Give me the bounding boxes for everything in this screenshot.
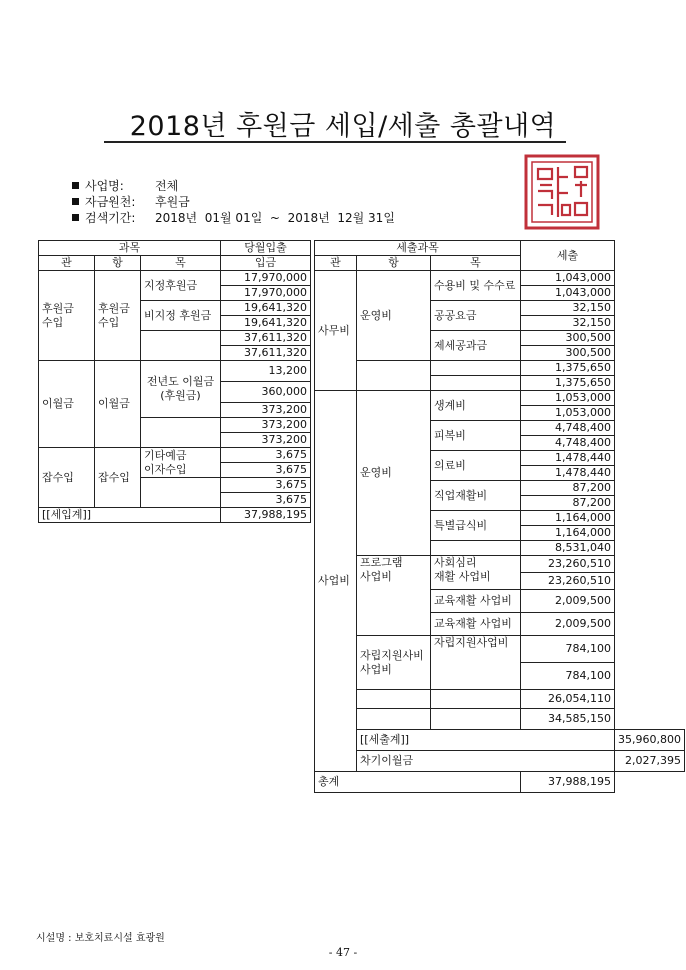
expense-value: 23,260,510 bbox=[521, 573, 615, 590]
expense-mok: 직업재활비 bbox=[431, 481, 521, 511]
expense-header-gwan: 관 bbox=[315, 256, 357, 271]
expense-mok: 특별급식비 bbox=[431, 511, 521, 541]
expense-value: 1,043,000 bbox=[521, 271, 615, 286]
income-hang: 잡수입 bbox=[95, 448, 141, 508]
income-value: 13,200 bbox=[221, 361, 311, 382]
expense-value: 1,478,440 bbox=[521, 466, 615, 481]
expense-value: 1,053,000 bbox=[521, 406, 615, 421]
expense-value: 300,500 bbox=[521, 346, 615, 361]
expense-total-value: 35,960,800 bbox=[615, 730, 685, 751]
page-number: - 47 - bbox=[328, 946, 358, 959]
expense-hang-ops: 운영비 bbox=[357, 391, 431, 556]
meta-period-label: 검색기간: bbox=[85, 211, 136, 225]
meta-source bbox=[72, 194, 395, 210]
expense-mok: 수용비 및 수수료 bbox=[431, 271, 521, 301]
expense-gwan-business: 사업비 bbox=[315, 391, 357, 772]
expense-mok: 교육재활 사업비 bbox=[431, 590, 521, 613]
income-mok: 전년도 이월금 (후원금) bbox=[141, 361, 221, 418]
income-value: 3,675 bbox=[221, 463, 311, 478]
square-bullet-icon bbox=[72, 182, 79, 189]
expense-mok-empty bbox=[431, 376, 521, 391]
income-value: 3,675 bbox=[221, 478, 311, 493]
expense-mok: 자립지원사업비 bbox=[431, 636, 521, 690]
expense-gwan-office: 사무비 bbox=[315, 271, 357, 391]
expense-value: 784,100 bbox=[521, 663, 615, 690]
income-mok-empty bbox=[141, 418, 221, 448]
income-mok-empty bbox=[141, 478, 221, 508]
page-title: 2018년 후원금 세입/세출 총괄내역 bbox=[129, 111, 557, 142]
income-value: 37,611,320 bbox=[221, 346, 311, 361]
expense-value: 1,053,000 bbox=[521, 391, 615, 406]
income-header-gwan: 관 bbox=[39, 256, 95, 271]
expense-value: 2,009,500 bbox=[521, 590, 615, 613]
meta-period-value: 2018년 01월 01일 ~ 2018년 12월 31일 bbox=[155, 211, 395, 225]
title-underline bbox=[104, 141, 566, 143]
expense-value: 32,150 bbox=[521, 316, 615, 331]
income-mok: 지정후원금 bbox=[141, 271, 221, 301]
expense-mok: 교육재활 사업비 bbox=[431, 613, 521, 636]
expense-value: 784,100 bbox=[521, 636, 615, 663]
expense-mok-empty bbox=[431, 541, 521, 556]
expense-header-hang: 항 bbox=[357, 256, 431, 271]
expense-header-mok: 목 bbox=[431, 256, 521, 271]
expense-value: 87,200 bbox=[521, 496, 615, 511]
income-value: 360,000 bbox=[221, 382, 311, 403]
expense-carry-label: 차기이월금 bbox=[357, 751, 615, 772]
expense-value: 1,164,000 bbox=[521, 526, 615, 541]
expense-value: 32,150 bbox=[521, 301, 615, 316]
meta-period bbox=[72, 210, 395, 226]
income-value: 37,611,320 bbox=[221, 331, 311, 346]
expense-hang-office: 운영비 bbox=[357, 271, 431, 361]
expense-mok: 사회심리 재활 사업비 bbox=[431, 556, 521, 590]
income-mok: 비지정 후원금 bbox=[141, 301, 221, 331]
income-value: 3,675 bbox=[221, 448, 311, 463]
expense-value: 1,478,440 bbox=[521, 451, 615, 466]
expense-carry-value: 2,027,395 bbox=[615, 751, 685, 772]
income-total-label: [[세입계]] bbox=[39, 508, 221, 523]
expense-grand-label: 총계 bbox=[315, 772, 521, 793]
income-mok: 기타예금 이자수입 bbox=[141, 448, 221, 478]
expense-hang-empty bbox=[357, 709, 431, 730]
meta-business bbox=[72, 178, 395, 194]
income-mok-empty bbox=[141, 331, 221, 361]
income-table bbox=[38, 240, 311, 523]
expense-value: 1,375,650 bbox=[521, 361, 615, 376]
expense-value: 1,043,000 bbox=[521, 286, 615, 301]
expense-mok: 제세공과금 bbox=[431, 331, 521, 361]
expense-value: 23,260,510 bbox=[521, 556, 615, 573]
expense-value: 34,585,150 bbox=[521, 709, 615, 730]
expense-hang-empty bbox=[357, 361, 431, 391]
expense-value: 4,748,400 bbox=[521, 436, 615, 451]
income-header-in: 입금 bbox=[221, 256, 311, 271]
income-header-mok: 목 bbox=[141, 256, 221, 271]
income-value: 19,641,320 bbox=[221, 316, 311, 331]
expense-hang-empty bbox=[357, 690, 431, 709]
expense-grand-value: 37,988,195 bbox=[521, 772, 615, 793]
footer-facility: 시설명 : 보호치료시설 효광원 bbox=[36, 933, 165, 944]
meta-source-value: 후원금 bbox=[155, 195, 190, 209]
meta-business-label: 사업명: bbox=[85, 179, 124, 193]
expense-value: 2,009,500 bbox=[521, 613, 615, 636]
meta-business-value: 전체 bbox=[155, 179, 179, 193]
income-value: 19,641,320 bbox=[221, 301, 311, 316]
expense-value: 1,164,000 bbox=[521, 511, 615, 526]
income-hang: 이월금 bbox=[95, 361, 141, 448]
official-seal-icon bbox=[523, 153, 601, 231]
meta-source-label: 자금원천: bbox=[85, 195, 136, 209]
income-value: 373,200 bbox=[221, 403, 311, 418]
expense-mok: 피복비 bbox=[431, 421, 521, 451]
expense-mok-empty bbox=[431, 361, 521, 376]
expense-value: 300,500 bbox=[521, 331, 615, 346]
income-value: 17,970,000 bbox=[221, 286, 311, 301]
income-header-hang: 항 bbox=[95, 256, 141, 271]
income-value: 17,970,000 bbox=[221, 271, 311, 286]
expense-value: 87,200 bbox=[521, 481, 615, 496]
expense-mok: 공공요금 bbox=[431, 301, 521, 331]
income-gwan: 후원금 수입 bbox=[39, 271, 95, 361]
income-value: 373,200 bbox=[221, 418, 311, 433]
income-gwan: 이월금 bbox=[39, 361, 95, 448]
income-gwan: 잡수입 bbox=[39, 448, 95, 508]
expense-value: 1,375,650 bbox=[521, 376, 615, 391]
expense-mok-empty bbox=[431, 709, 521, 730]
income-header-category: 과목 bbox=[39, 241, 221, 256]
square-bullet-icon bbox=[72, 198, 79, 205]
expense-table bbox=[314, 240, 685, 793]
income-value: 373,200 bbox=[221, 433, 311, 448]
expense-hang-self: 자립지원사비 사업비 bbox=[357, 636, 431, 690]
expense-header-category: 세출과목 bbox=[315, 241, 521, 256]
income-total-value: 37,988,195 bbox=[221, 508, 311, 523]
expense-value: 26,054,110 bbox=[521, 690, 615, 709]
expense-mok-empty bbox=[431, 690, 521, 709]
expense-value: 8,531,040 bbox=[521, 541, 615, 556]
expense-hang-program: 프로그램 사업비 bbox=[357, 556, 431, 636]
income-value: 3,675 bbox=[221, 493, 311, 508]
square-bullet-icon bbox=[72, 214, 79, 221]
expense-mok: 의료비 bbox=[431, 451, 521, 481]
income-hang: 후원금 수입 bbox=[95, 271, 141, 361]
search-meta bbox=[72, 178, 395, 226]
income-header-month: 당월입출 bbox=[221, 241, 311, 256]
expense-value: 4,748,400 bbox=[521, 421, 615, 436]
expense-mok: 생계비 bbox=[431, 391, 521, 421]
expense-header-amount: 세출 bbox=[521, 241, 615, 271]
expense-total-label: [[세출계]] bbox=[357, 730, 615, 751]
